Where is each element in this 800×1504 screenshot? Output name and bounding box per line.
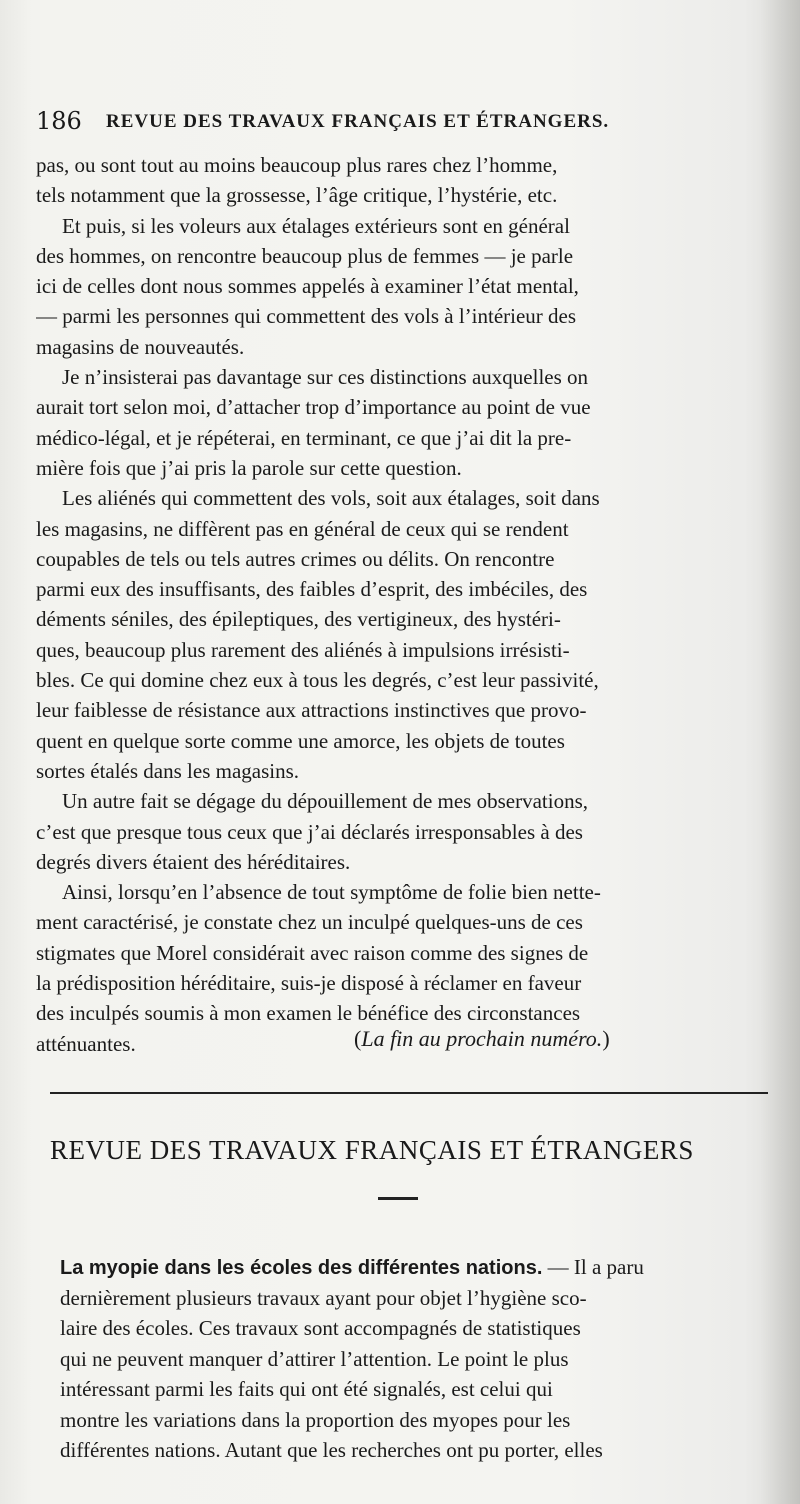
text-line: ques, beaucoup plus rarement des aliénés à impulsions irrésisti- — [36, 637, 570, 662]
article — [60, 1252, 780, 1466]
text-line: magasins de nouveautés. — [36, 334, 245, 359]
text-line: sortes étalés dans les magasins. — [36, 758, 300, 783]
body-text — [36, 150, 760, 1059]
page-number: 186 — [36, 107, 82, 135]
text-line: laire des écoles. Ces travaux sont accompagnés de statistiques — [60, 1316, 581, 1340]
text-line: Les aliénés qui commettent des vols, soit aux étalages, soit dans — [62, 486, 600, 511]
paren-open: ( — [354, 1026, 362, 1051]
text-line: mière fois que j’ai pris la parole sur cette question. — [36, 455, 462, 480]
article-first-line — [60, 1252, 780, 1283]
text-line: aurait tort selon moi, d’attacher trop d’importance au point de vue — [36, 395, 591, 420]
text-line: leur faiblesse de résistance aux attractions instinctives que provo- — [36, 698, 587, 723]
text-line: Et puis, si les voleurs aux étalages extérieurs sont en général — [62, 213, 570, 238]
text-line: différentes nations. Autant que les recherches ont pu porter, elles — [60, 1438, 603, 1462]
text-line: qui ne peuvent manquer d’attirer l’attention. Le point le plus — [60, 1346, 569, 1371]
text-line: déments séniles, des épileptiques, des vertigineux, des hystéri- — [36, 607, 561, 632]
section-title: REVUE DES TRAVAUX FRANÇAIS ET ÉTRANGERS — [50, 1135, 694, 1165]
text-line: bles. Ce qui domine chez eux à tous les degrés, c’est leur passivité, — [36, 668, 599, 693]
continuation-text: La fin au prochain numéro. — [361, 1026, 603, 1051]
text-line: Je n’insisterai pas davantage sur ces distinctions auxquelles on — [62, 365, 589, 390]
text-line: médico-légal, et je répéterai, en terminant, ce que j’ai dit la pre- — [36, 425, 572, 450]
text-line: pas, ou sont tout au moins beaucoup plus rares chez l’homme, — [36, 153, 558, 177]
text-line: tels notamment que la grossesse, l’âge critique, l’hystérie, etc. — [36, 183, 558, 208]
continuation-note — [354, 1023, 610, 1055]
title-underline — [378, 1197, 418, 1200]
page-header — [36, 106, 756, 138]
text-line: Ainsi, lorsqu’en l’absence de tout symptôme de folie bien nette- — [62, 880, 601, 905]
running-head: REVUE DES TRAVAUX FRANÇAIS ET ÉTRANGERS. — [106, 111, 610, 132]
section-divider — [50, 1092, 768, 1094]
text-line: la prédisposition héréditaire, suis-je disposé à réclamer en faveur — [36, 971, 582, 996]
text-line: — parmi les personnes qui commettent des vols à l’intérieur des — [36, 304, 577, 329]
article-first-line-rest: — Il a paru — [542, 1255, 644, 1279]
text-line: coupables de tels ou tels autres crimes ou délits. On rencontre — [36, 546, 555, 571]
text-line: degrés divers étaient des héréditaires. — [36, 849, 351, 874]
text-line: c’est que presque tous ceux que j’ai déclarés irresponsables à des — [36, 819, 583, 844]
text-line: des inculpés soumis à mon examen le bénéfice des circonstances — [36, 1001, 581, 1026]
text-line: quent en quelque sorte comme une amorce, les objets de toutes — [36, 728, 565, 753]
text-line: les magasins, ne diffèrent pas en général de ceux qui se rendent — [36, 516, 569, 541]
text-line: ment caractérisé, je constate chez un inculpé quelques-uns de ces — [36, 910, 583, 935]
article-heading: La myopie dans les écoles des différentes nations. — [60, 1257, 543, 1279]
text-line: montre les variations dans la proportion des myopes pour les — [60, 1407, 571, 1432]
text-line: ici de celles dont nous sommes appelés à examiner l’état mental, — [36, 274, 579, 299]
text-line: dernièrement plusieurs travaux ayant pour objet l’hygiène sco- — [60, 1285, 587, 1310]
text-line: des hommes, on rencontre beaucoup plus de femmes — je parle — [36, 243, 574, 268]
text-line: stigmates que Morel considérait avec raison comme des signes de — [36, 940, 589, 965]
text-line: parmi eux des insuffisants, des faibles d’esprit, des imbéciles, des — [36, 577, 588, 602]
text-line: atténuantes. — [36, 1031, 136, 1056]
text-line: Un autre fait se dégage du dépouillement de mes observations, — [62, 789, 589, 814]
text-line: intéressant parmi les faits qui ont été signalés, est celui qui — [60, 1377, 553, 1401]
paren-close: ) — [602, 1026, 610, 1051]
